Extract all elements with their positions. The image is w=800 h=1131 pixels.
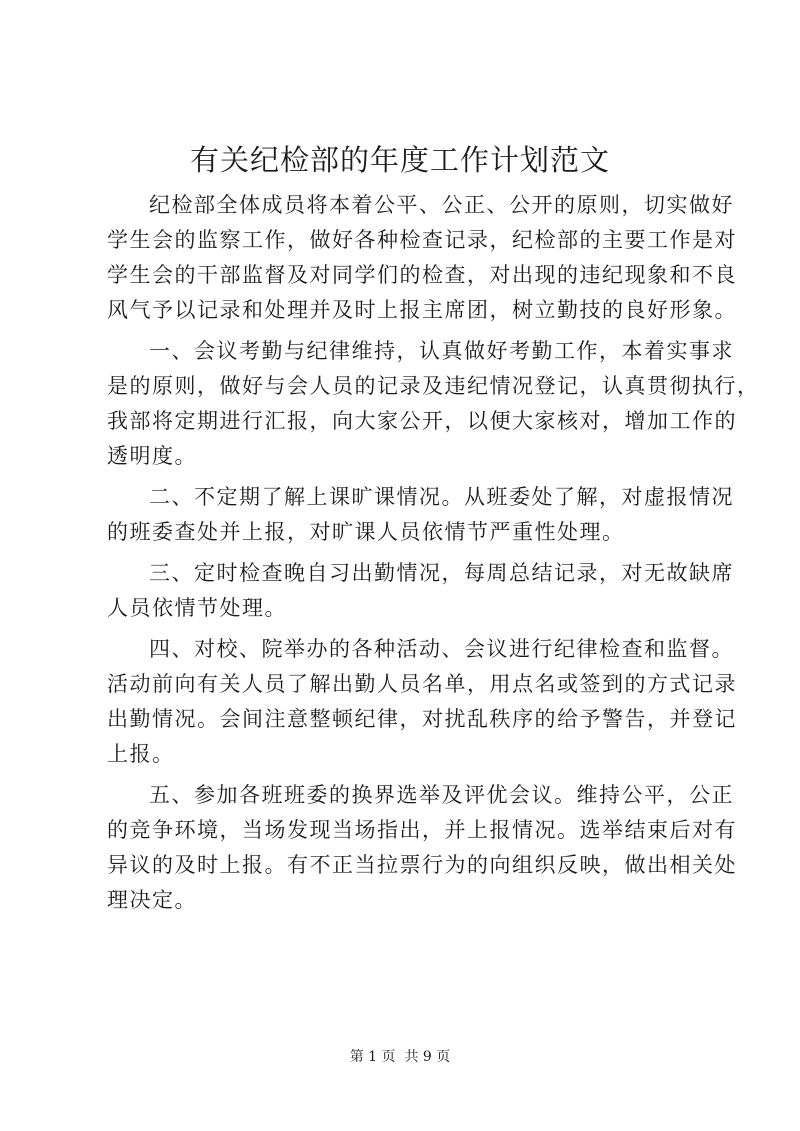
paragraph-line: 透明度。 (107, 444, 197, 468)
paragraph-line: 风气予以记录和处理并及时上报主席团，树立勤技的良好形象。 (107, 298, 737, 322)
paragraph-line: 异议的及时上报。有不正当拉票行为的向组织反映，做出相关处 (107, 853, 737, 877)
page-footer (0, 1047, 800, 1067)
paragraph-line: 是的原则，做好与会人员的记录及违纪情况登记，认真贯彻执行， (107, 374, 760, 398)
paragraph-line: 五、参加各班班委的换界选举及评优会议。维持公平，公正 (149, 783, 734, 807)
paragraph-line: 我部将定期进行汇报，向大家公开，以便大家核对，增加工作的 (107, 409, 737, 433)
paragraph-intro (107, 188, 737, 328)
paragraph-item-4 (107, 632, 737, 772)
paragraph-line: 活动前向有关人员了解出勤人员名单，用点名或签到的方式记录 (107, 672, 737, 696)
paragraph-line: 理决定。 (107, 888, 197, 912)
paragraph-line: 的班委查处并上报，对旷课人员依情节严重性处理。 (107, 520, 625, 544)
paragraph-line: 一、会议考勤与纪律维持，认真做好考勤工作，本着实事求 (149, 339, 734, 363)
paragraph-item-1 (107, 334, 760, 474)
paragraph-line: 上报。 (107, 742, 175, 766)
paragraph-line: 的竞争环境，当场发现当场指出，并上报情况。选举结束后对有 (107, 818, 737, 842)
paragraph-item-5 (107, 778, 737, 918)
page-number-label: 第 1 页 共 9 页 (349, 1049, 451, 1065)
document-body (107, 188, 760, 924)
paragraph-line: 学生会的监察工作，做好各种检查记录，纪检部的主要工作是对 (107, 228, 737, 252)
paragraph-line: 二、不定期了解上课旷课情况。从班委处了解，对虚报情况 (149, 485, 734, 509)
paragraph-line: 纪检部全体成员将本着公平、公正、公开的原则，切实做好 (149, 193, 734, 217)
paragraph-line: 出勤情况。会间注意整顿纪律，对扰乱秩序的给予警告，并登记 (107, 707, 737, 731)
paragraph-line: 人员依情节处理。 (107, 596, 287, 620)
paragraph-line: 三、定时检查晚自习出勤情况，每周总结记录，对无故缺席 (149, 561, 734, 585)
paragraph-item-3 (107, 556, 734, 626)
paragraph-item-2 (107, 480, 734, 550)
paragraph-line: 学生会的干部监督及对同学们的检查，对出现的违纪现象和不良 (107, 263, 737, 287)
document-title: 有关纪检部的年度工作计划范文 (189, 143, 610, 177)
paragraph-line: 四、对校、院举办的各种活动、会议进行纪律检查和监督。 (149, 637, 734, 661)
